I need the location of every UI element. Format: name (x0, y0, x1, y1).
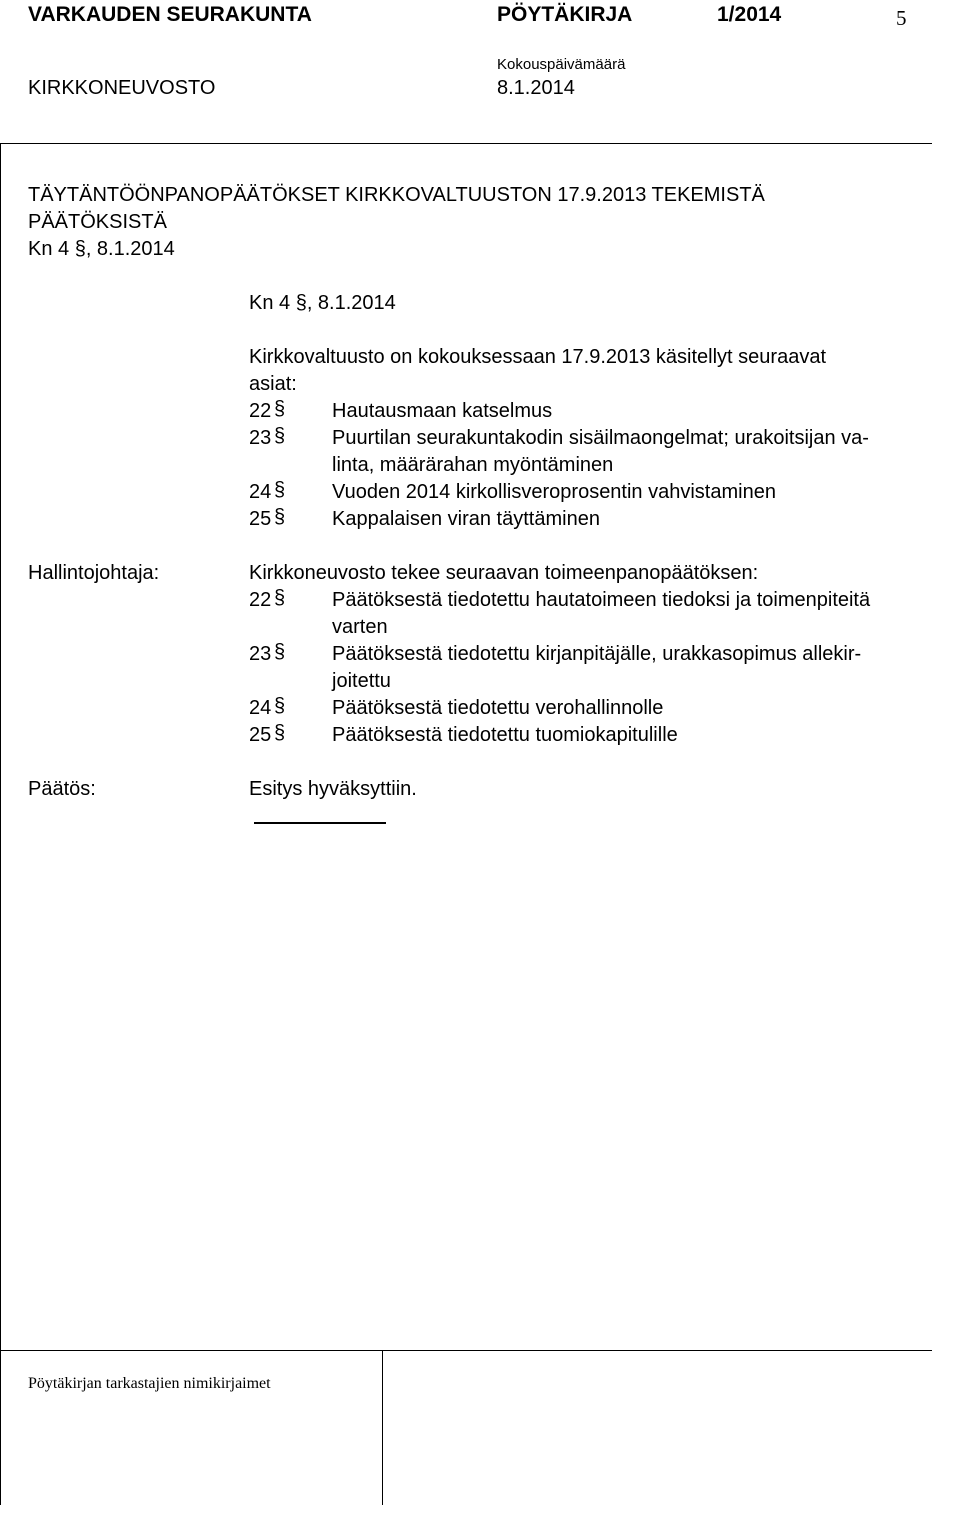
section-sign-icon: § (274, 641, 286, 663)
proposal-intro: Kirkkoneuvosto tekee seuraavan toimeenpanopäätöksen: (249, 562, 759, 584)
signatures-label: Pöytäkirjan tarkastajien nimikirjaimet (28, 1375, 271, 1392)
item-text: Päätöksestä tiedotettu tuomiokapitulille (332, 724, 678, 746)
header-rule (0, 143, 932, 144)
section-sign-icon: § (274, 425, 286, 447)
section-sign-icon: § (274, 587, 286, 609)
item-text-cont: linta, määrärahan myöntäminen (332, 454, 614, 476)
item-number: 23 (249, 427, 272, 449)
item-text-cont: joitettu (332, 670, 391, 692)
section-title-line2: PÄÄTÖKSISTÄ (28, 211, 167, 233)
intro-line2: asiat: (249, 373, 297, 395)
item-number: 22 (249, 400, 272, 422)
section-sign-icon: § (274, 722, 286, 744)
section-sign-icon: § (274, 695, 286, 717)
intro-line1: Kirkkovaltuusto on kokouksessaan 17.9.2013 käsitellyt seuraavat (249, 346, 827, 368)
item-text: Päätöksestä tiedotettu verohallinnolle (332, 697, 664, 719)
item-text: Kappalaisen viran täyttäminen (332, 508, 600, 530)
section-sign-icon: § (274, 398, 286, 420)
section-reference: Kn 4 §, 8.1.2014 (249, 292, 396, 314)
item-number: 24 (249, 697, 272, 719)
footer-divider (382, 1350, 383, 1505)
item-number: 23 (249, 643, 272, 665)
decision-label: Päätös: (28, 778, 96, 800)
document-number: 1/2014 (717, 3, 782, 26)
item-text: Päätöksestä tiedotettu kirjanpitäjälle, urakkasopimus allekir- (332, 643, 862, 665)
left-margin-rule (0, 143, 1, 1505)
item-number: 25 (249, 508, 272, 530)
section-sign-icon: § (274, 506, 286, 528)
footer-rule (0, 1350, 932, 1351)
decision-text: Esitys hyväksyttiin. (249, 778, 417, 800)
organization-name: VARKAUDEN SEURAKUNTA (28, 3, 312, 26)
page-number: 5 (896, 6, 907, 30)
meeting-date: 8.1.2014 (497, 77, 575, 99)
date-label: Kokouspäivämäärä (497, 56, 626, 73)
item-number: 22 (249, 589, 272, 611)
section-sign-icon: § (274, 479, 286, 501)
proposal-label: Hallintojohtaja: (28, 562, 160, 584)
item-text-cont: varten (332, 616, 388, 638)
item-text: Päätöksestä tiedotettu hautatoimeen tiedoksi ja toimenpiteitä (332, 589, 871, 611)
item-text: Hautausmaan katselmus (332, 400, 553, 422)
document-type: PÖYTÄKIRJA (497, 3, 633, 26)
item-number: 25 (249, 724, 272, 746)
end-rule (254, 822, 386, 824)
section-title-line1: TÄYTÄNTÖÖNPANOPÄÄTÖKSET KIRKKOVALTUUSTON 17.9.2013 TEKEMISTÄ (28, 184, 765, 206)
item-number: 24 (249, 481, 272, 503)
section-title-line3: Kn 4 §, 8.1.2014 (28, 238, 175, 260)
item-text: Vuoden 2014 kirkollisveroprosentin vahvistaminen (332, 481, 776, 503)
governing-body: KIRKKONEUVOSTO (28, 77, 216, 99)
item-text: Puurtilan seurakuntakodin sisäilmaongelmat; urakoitsijan va- (332, 427, 869, 449)
